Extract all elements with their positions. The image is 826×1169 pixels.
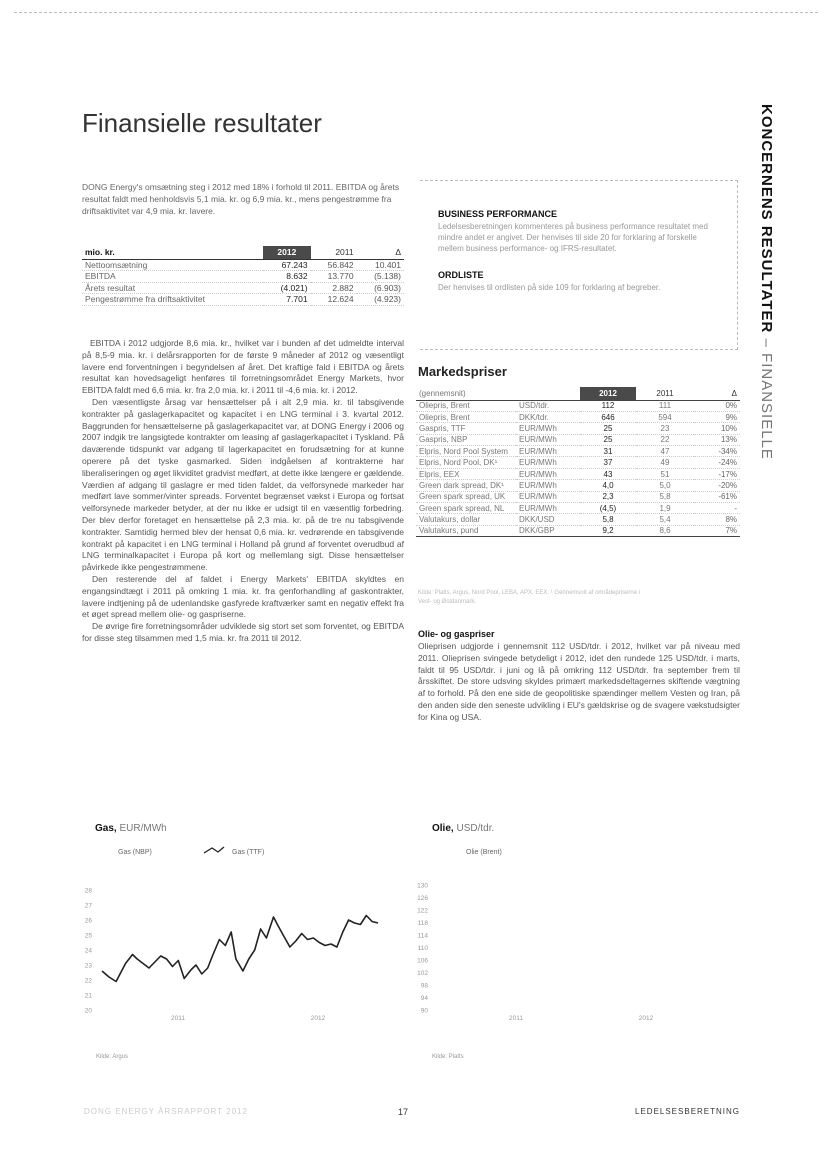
market-row-label: Green spark spread, NL (416, 503, 516, 514)
market-row-unit: EUR/MWh (516, 468, 580, 479)
legend-line-icon (204, 847, 224, 853)
market-table-row (416, 525, 740, 536)
gas-chart (80, 845, 420, 1055)
market-row-unit: DKK/tdr. (516, 411, 580, 422)
section-side-tab[interactable] (756, 104, 776, 464)
key-table-row (82, 271, 404, 283)
info-heading-ordliste: ORDLISTE (438, 270, 484, 280)
key-cell-delta: (6.903) (357, 282, 404, 294)
y-tick-label: 98 (420, 982, 428, 990)
y-tick-label: 122 (417, 907, 428, 915)
key-cell-2012: 7.701 (263, 294, 310, 306)
y-tick-label: 118 (417, 920, 428, 927)
market-row-unit: EUR/MWh (516, 434, 580, 445)
market-row-unit: USD/tdr. (516, 400, 580, 411)
info-box (420, 180, 738, 350)
market-cell-2011: 51 (636, 468, 694, 479)
y-tick-label: 114 (417, 932, 428, 940)
body-paragraph: Den resterende del af faldet i Energy Markets' EBITDA skyldtes en engangsindtægt i 2011 på omkring 1 mia. kr. fra genforhandling af gaskontrakter, lavere indtjening på de udenlandske gasfyrede kraftværker samt en negativ effekt fra et øget spread mellem olie- og gaspriserne. (82, 573, 404, 620)
y-tick-label: 21 (84, 992, 92, 1000)
series-line (102, 916, 378, 982)
market-cell-2011: 5,0 (636, 480, 694, 491)
market-cell-2012: 25 (580, 434, 636, 445)
market-cell-delta: -34% (694, 446, 740, 457)
oil-gas-heading: Olie- og gaspriser (418, 629, 495, 639)
key-cell-delta: (5.138) (357, 271, 404, 283)
body-paragraph: De øvrige fire forretningsområder udviklede sig stort set som forventet, og EBITDA for disse steg tilsammen med 1,5 mia. kr. fra 2011 til 2012. (82, 621, 404, 643)
key-row-label: Nettoomsætning (82, 259, 263, 271)
y-tick-label: 130 (417, 882, 428, 890)
market-cell-2011: 5,4 (636, 514, 694, 525)
market-row-label: Gaspris, NBP (416, 434, 516, 445)
y-tick-label: 26 (84, 917, 92, 925)
market-cell-delta: -20% (694, 480, 740, 491)
market-cell-2012: 9,2 (580, 525, 636, 536)
market-cell-2011: 8,6 (636, 525, 694, 536)
market-table-row (416, 434, 740, 445)
market-cell-delta: 0% (694, 400, 740, 411)
market-cell-2011: 47 (636, 446, 694, 457)
info-text-ordliste: Der henvises til ordlisten på side 109 for forklaring af begreber. (438, 283, 661, 292)
market-cell-2011: 22 (636, 434, 694, 445)
footer-page-number: 17 (398, 1107, 409, 1117)
market-cell-delta: - (694, 503, 740, 514)
market-table-row (416, 457, 740, 468)
market-header-2011: 2011 (636, 387, 694, 400)
market-row-label: Green dark spread, DK¹ (416, 480, 516, 491)
body-paragraph: Den væsentligste årsag var hensættelser på i alt 2,9 mia. kr. til tabsgivende kontrakter på gaslagerkapacitet og kapacitet i en LNG terminal i 3. kvartal 2012. Baggrunden for hensættelserne på gaslagerkapacitet var, at DONG Energy i 2006 og 2007 indgik tre langsigtede kontrakter om leasing af gaslagerkapacitet i Tyskland. På daværende tidspunkt var adgang til lagerkapacitet en forudsætning for at kunne operere på det tyske gasmarked. Siden indgåelsen af kontrakterne har liberaliseringen og øget likviditet gradvist medført, at dette ikke længere er gældende. Værdien af adgang til gaslagre er med tiden faldet, da velforsynede markeder har medført lave sommer/vinter spreads. Forventet begrænset vækst i Europa og fortsat velforsynede markeder betyder, at der nu ikke er udsigt til en væsentlig forbedring. Der blev derfor foretaget en hensættelse på 2,3 mia. kr. på de tre nu tabsgivende kontrakter. Samtidig hermed blev der hensat 0,6 mia. kr. vedrørende en tabsgivende kontrakt på kapacitet i en LNG terminal i Holland på grund af forventet overudbud af LNG terminalkapacitet i Europa på kort og mellemlang sigt. Disse hensættelser påvirkede ikke pengestrømmene. (82, 396, 404, 573)
y-tick-label: 20 (84, 1007, 92, 1015)
market-table-row (416, 446, 740, 457)
key-cell-2011: 12.624 (311, 294, 357, 306)
body-paragraph: EBITDA i 2012 udgjorde 8,6 mia. kr., hvilket var i bunden af det udmeldte interval på 8,5-9 mia. kr. i delårsrapporten for de første 9 måneder af 2012 og væsentligt lavere end forventningen i begyndelsen af året. Det kraftige fald i EBITDA og årets resultat kan hovedsageligt henføres til forretningsområdet Energy Markets, hvor EBITDA faldt med 6,6 mia. kr. fra 2,0 mia. kr. i 2011 til -4,6 mia. kr. i 2012. (82, 338, 404, 396)
side-tab-separator: – (758, 333, 775, 354)
key-cell-2012: 67.243 (263, 259, 310, 271)
market-cell-delta: 8% (694, 514, 740, 525)
market-cell-delta: -61% (694, 491, 740, 502)
key-header-2012: 2012 (263, 246, 310, 259)
key-row-label: Pengestrømme fra driftsaktivitet (82, 294, 263, 306)
market-row-unit: EUR/MWh (516, 480, 580, 491)
market-cell-2012: 112 (580, 400, 636, 411)
gas-chart-title-bold: Gas, (95, 823, 117, 834)
x-tick-label: 2011 (509, 1015, 523, 1022)
y-tick-label: 94 (420, 995, 428, 1002)
y-tick-label: 24 (84, 947, 92, 955)
market-row-label: Oliepris, Brent (416, 400, 516, 411)
body-text (82, 338, 404, 645)
key-figures-table (82, 246, 404, 306)
market-header-delta: Δ (694, 387, 740, 400)
market-cell-2011: 111 (636, 400, 694, 411)
y-tick-label: 28 (84, 887, 92, 895)
y-tick-label: 90 (420, 1007, 428, 1015)
key-table-row (82, 282, 404, 294)
key-cell-delta: 10.401 (357, 259, 404, 271)
market-table-row (416, 480, 740, 491)
market-table-row (416, 468, 740, 479)
market-row-unit: EUR/MWh (516, 423, 580, 434)
gas-chart-source: Kilde: Argus (96, 1054, 129, 1060)
market-row-label: Elpris, Nord Pool, DK¹ (416, 457, 516, 468)
footer-report-name: DONG ENERGY ÅRSRAPPORT 2012 (84, 1107, 248, 1116)
legend-label: Gas (TTF) (232, 849, 265, 856)
key-table-header (82, 246, 404, 259)
market-prices-table (416, 387, 740, 537)
legend-label: Gas (NBP) (118, 849, 152, 856)
market-cell-2012: 37 (580, 457, 636, 468)
market-cell-2011: 5,8 (636, 491, 694, 502)
key-header-2011: 2011 (311, 246, 357, 259)
key-row-label: Årets resultat (82, 282, 263, 294)
market-cell-2012: 43 (580, 468, 636, 479)
oil-chart-title-bold: Olie, (432, 823, 454, 834)
market-cell-2011: 594 (636, 411, 694, 422)
gas-chart-title (95, 823, 167, 834)
market-cell-2012: 4,0 (580, 480, 636, 491)
oil-gas-paragraph: Olieprisen udgjorde i gennemsnit 112 USD/tdr. i 2012, hvilket var på niveau med 2011. Olieprisen svingede betydeligt i 2012, idet den rundede 125 USD/tdr. i marts, faldt til 95 USD/tdr. i juni og lå på omkring 112 USD/tdr. fra september frem til årsskiftet. De store udsving skyldes primært markedsdeltagernes skiftende vægtning af to forhold. På den ene side de geopolitiske spændinger mellem Vesten og Iran, på den anden side den seneste udvikling i EU's gældskrise og de svagere vækstudsigter for Kina og USA. (418, 641, 740, 722)
side-tab-bold: KONCERNENS RESULTATER (758, 104, 775, 334)
top-rule (14, 12, 818, 13)
market-row-unit: DKK/USD (516, 514, 580, 525)
market-row-label: Gaspris, TTF (416, 423, 516, 434)
market-cell-delta: 13% (694, 434, 740, 445)
side-tab-light: FINANSIELLE (758, 353, 775, 460)
market-row-label: Oliepris, Brent (416, 411, 516, 422)
market-row-unit: EUR/MWh (516, 503, 580, 514)
market-table-row (416, 423, 740, 434)
info-heading-business-performance: BUSINESS PERFORMANCE (438, 209, 558, 219)
market-header-2012: 2012 (580, 387, 636, 400)
market-cell-delta: 7% (694, 525, 740, 536)
market-cell-2011: 49 (636, 457, 694, 468)
market-header-unit (516, 387, 580, 400)
y-tick-label: 25 (84, 932, 92, 940)
key-header-label: mio. kr. (82, 246, 263, 259)
key-header-delta: Δ (357, 246, 404, 259)
market-table-header (416, 387, 740, 400)
key-table-row (82, 259, 404, 271)
oil-chart-title (432, 823, 494, 834)
market-cell-2012: 2,3 (580, 491, 636, 502)
market-cell-2012: 31 (580, 446, 636, 457)
page-title: Finansielle resultater (82, 108, 322, 138)
market-cell-2012: 25 (580, 423, 636, 434)
y-tick-label: 22 (84, 977, 92, 985)
y-tick-label: 23 (84, 962, 92, 970)
intro-paragraph: DONG Energy's omsætning steg i 2012 med 18% i forhold til 2011. EBITDA og årets resultat faldt med henholdsvis 5,1 mia. kr. og 6,9 mia. kr., mens pengestrømme fra driftsaktivitet var 4,9 mia. kr. lavere. (82, 182, 400, 216)
market-row-label: Valutakurs, pund (416, 525, 516, 536)
key-cell-delta: (4.923) (357, 294, 404, 306)
market-cell-delta: 10% (694, 423, 740, 434)
key-cell-2012: 8.632 (263, 271, 310, 283)
market-footnote: Kilde: Platts, Argus, Nord Pool, LEBA, APX, EEX. ¹ Gennemsnit af områdepriserne i Vest- og Østdanmark. (418, 590, 641, 605)
y-tick-label: 126 (417, 895, 428, 902)
market-cell-delta: -17% (694, 468, 740, 479)
y-tick-label: 110 (417, 945, 428, 952)
x-tick-label: 2012 (310, 1015, 326, 1022)
legend-label: Olie (Brent) (466, 849, 502, 856)
market-cell-2011: 1,9 (636, 503, 694, 514)
market-table-row (416, 411, 740, 422)
gas-chart-unit: EUR/MWh (119, 823, 167, 834)
market-row-label: Elpris, EEX (416, 468, 516, 479)
key-cell-2012: (4.021) (263, 282, 310, 294)
market-table-row (416, 503, 740, 514)
market-cell-delta: -24% (694, 457, 740, 468)
market-table-row (416, 400, 740, 411)
key-cell-2011: 56.842 (311, 259, 357, 271)
market-row-unit: EUR/MWh (516, 446, 580, 457)
oil-chart-unit: USD/tdr. (456, 823, 495, 834)
market-row-label: Green spark spread, UK (416, 491, 516, 502)
market-table-row (416, 491, 740, 502)
market-row-unit: DKK/GBP (516, 525, 580, 536)
info-text-business-performance: Ledelsesberetningen kommenteres på business performance resultatet med mindre andet er angivet. Der henvises til side 20 for forklaring af forskelle mellem business performance- og IFRS-resultatet. (438, 222, 708, 253)
market-cell-2012: 646 (580, 411, 636, 422)
oil-chart (418, 845, 738, 1055)
x-tick-label: 2011 (171, 1015, 185, 1022)
key-row-label: EBITDA (82, 271, 263, 283)
key-table-row (82, 294, 404, 306)
market-cell-2011: 23 (636, 423, 694, 434)
y-tick-label: 102 (417, 970, 428, 977)
market-cell-delta: 9% (694, 411, 740, 422)
market-row-label: Elpris, Nord Pool System (416, 446, 516, 457)
market-prices-title: Markedspriser (418, 364, 507, 379)
y-tick-label: 27 (84, 902, 92, 910)
key-cell-2011: 13.770 (311, 271, 357, 283)
market-row-label: Valutakurs, dollar (416, 514, 516, 525)
y-tick-label: 106 (417, 957, 428, 965)
market-table-row (416, 514, 740, 525)
market-header-label: (gennemsnit) (416, 387, 516, 400)
market-cell-2012: (4,5) (580, 503, 636, 514)
market-row-unit: EUR/MWh (516, 457, 580, 468)
market-row-unit: EUR/MWh (516, 491, 580, 502)
market-cell-2012: 5,8 (580, 514, 636, 525)
x-tick-label: 2012 (638, 1015, 654, 1022)
oil-chart-source: Kilde: Platts (432, 1054, 464, 1060)
key-cell-2011: 2.882 (311, 282, 357, 294)
footer-section-name: LEDELSESBERETNING (635, 1107, 741, 1116)
